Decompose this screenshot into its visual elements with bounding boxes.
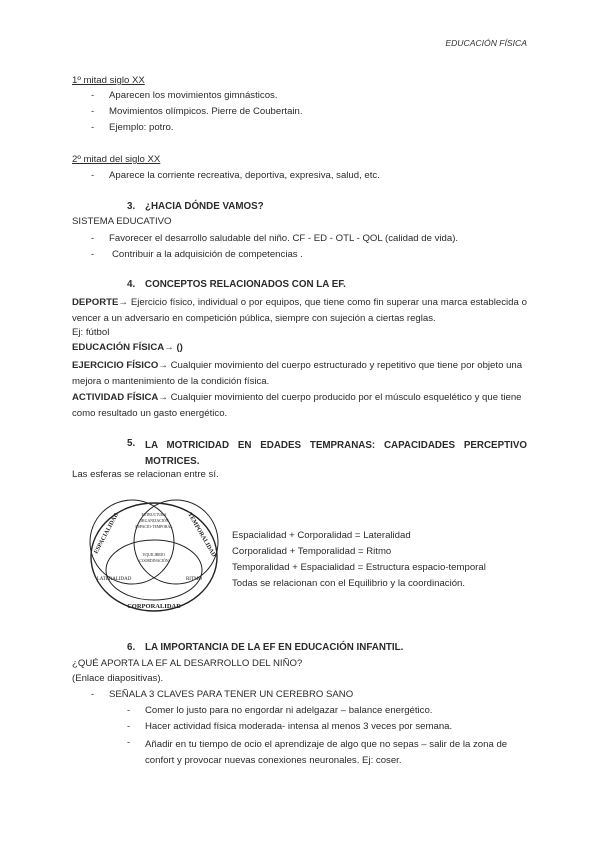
- label-center-1: EQUILIBRIO: [143, 553, 165, 557]
- bullet-dash: -: [127, 737, 131, 748]
- list-item: Comer lo justo para no engordar ni adelgazar – balance energético.: [145, 705, 433, 716]
- ejercicio-text: Cualquier movimiento del cuerpo estructurado y repetitivo que tiene por objeto una mejora o mantenimiento de la condición física.: [72, 360, 523, 387]
- actividad-term: ACTIVIDAD FÍSICA→: [72, 392, 168, 403]
- label-espacialidad: ESPACIALIDAD: [93, 512, 121, 555]
- example-text: Ej: fútbol: [72, 327, 110, 338]
- section-4-number: 4.: [127, 279, 136, 290]
- bullet-dash: -: [91, 249, 95, 260]
- section-3-number: 3.: [127, 201, 136, 212]
- label-corporalidad: CORPORALIDAD: [127, 603, 181, 610]
- list-item: Aparecen los movimientos gimnásticos.: [109, 90, 278, 101]
- section-6-title: LA IMPORTANCIA DE LA EF EN EDUCACIÓN INFANTIL.: [145, 642, 404, 653]
- section-5-intro: Las esferas se relacionan entre sí.: [72, 469, 219, 480]
- equation-line: Temporalidad + Espacialidad = Estructura espacio-temporal: [232, 562, 486, 573]
- list-item: Ejemplo: potro.: [109, 122, 174, 133]
- label-estructura-3: ESPACIO-TEMPORAL: [135, 525, 173, 529]
- equation-line: Corporalidad + Temporalidad = Ritmo: [232, 546, 392, 557]
- label-lateralidad: LATERALIDAD: [96, 577, 132, 582]
- bullet-dash: -: [127, 721, 131, 732]
- ejercicio-term: EJERCICIO FÍSICO→: [72, 360, 168, 371]
- ejercicio-definition: [72, 358, 530, 390]
- bullet-dash: -: [127, 705, 131, 716]
- section-5-number: 5.: [127, 438, 136, 449]
- corporalidad-circle: [106, 540, 202, 600]
- venn-diagram: [84, 490, 224, 620]
- list-item: Añadir en tu tiempo de ocio el aprendizaje de algo que no sepas – salir de la zona de confort y provocar nuevas conexiones neuronales. Ej: coser.: [145, 739, 508, 766]
- list-item: Movimientos olímpicos. Pierre de Coubertain.: [109, 106, 303, 117]
- equation-line: Espacialidad + Corporalidad = Lateralidad: [232, 530, 411, 541]
- bullet-dash: -: [91, 90, 95, 101]
- bullet-dash: -: [91, 689, 95, 700]
- list-item: Aparece la corriente recreativa, deportiva, expresiva, salud, etc.: [109, 170, 380, 181]
- section-5-title: LA MOTRICIDAD EN EDADES TEMPRANAS: CAPACIDADES PERCEPTIVO MOTRICES.: [145, 440, 527, 467]
- section-3-subtitle: SISTEMA EDUCATIVO: [72, 216, 172, 227]
- section-6-number: 6.: [127, 642, 136, 653]
- list-title: SEÑALA 3 CLAVES PARA TENER UN CEREBRO SANO: [109, 689, 354, 700]
- section-4-title: CONCEPTOS RELACIONADOS CON LA EF.: [145, 279, 346, 290]
- educacion-fisica-term: EDUCACIÓN FÍSICA→ (): [72, 342, 183, 353]
- bullet-dash: -: [91, 233, 95, 244]
- deporte-text: Ejercicio físico, individual o por equipos, que tiene como fin superar una marca establecida o vencer a un adversario en competición pública, siempre con sujeción a ciertas reglas.: [72, 297, 527, 324]
- bullet-dash: -: [91, 106, 95, 117]
- label-center-2: COORDINACIÓN: [139, 559, 169, 563]
- deporte-definition: [72, 295, 527, 327]
- list-item: Hacer actividad física moderada- intensa al menos 3 veces por semana.: [145, 721, 453, 732]
- label-temporalidad: TEMPORALIDAD: [186, 512, 217, 559]
- label-estructura-2: ORGANIZACIÓN: [139, 519, 169, 523]
- section-6-note: (Enlace diapositivas).: [72, 673, 164, 684]
- actividad-text: Cualquier movimiento del cuerpo producido por el músculo esquelético y que tiene como resultado un gasto energético.: [72, 392, 522, 419]
- equation-line: Todas se relacionan con el Equilibrio y la coordinación.: [232, 578, 466, 589]
- list-item: Favorecer el desarrollo saludable del niño. CF - ED - OTL - QOL (calidad de vida).: [109, 233, 459, 244]
- bullet-dash: -: [91, 122, 95, 133]
- deporte-term: DEPORTE→: [72, 297, 128, 308]
- label-estructura-1: ESTRUCTURA: [141, 513, 167, 517]
- section-2-title: 2º mitad del siglo XX: [72, 154, 161, 165]
- list-item: Contribuir a la adquisición de competencias .: [112, 249, 303, 260]
- page-header: EDUCACIÓN FÍSICA: [445, 38, 527, 48]
- section-6-question: ¿QUÉ APORTA LA EF AL DESARROLLO DEL NIÑO?: [72, 658, 303, 669]
- actividad-definition: [72, 390, 530, 422]
- section-1-title: 1º mitad siglo XX: [72, 75, 145, 86]
- bullet-dash: -: [91, 170, 95, 181]
- label-ritmo: RITMO: [185, 577, 203, 582]
- section-3-title: ¿HACIA DÓNDE VAMOS?: [145, 201, 264, 212]
